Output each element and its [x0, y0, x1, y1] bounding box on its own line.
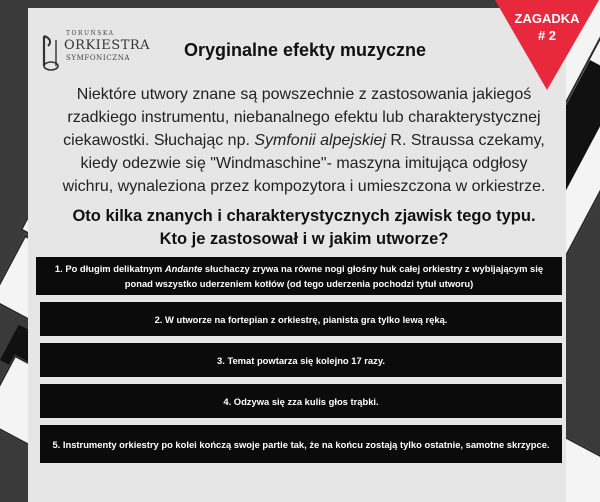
badge-line-2: # 2 — [537, 28, 557, 43]
riddle-badge-label — [495, 10, 599, 44]
question-3: 3. Temat powtarza się kolejno 17 razy. — [40, 343, 562, 377]
question-heading-line-2: Kto je zastosował i w jakim utworze? — [159, 230, 449, 248]
question-1 — [36, 257, 562, 295]
music-note-logo-icon — [38, 32, 62, 72]
badge-line-1: ZAGADKA — [514, 11, 580, 26]
logo-line-3: SYMFONICZNA — [66, 54, 131, 62]
intro-text-2: R. Straussa czekamy, kiedy odezwie się "Windmaschine"- maszyna imitująca odgłosy wichru, wynaleziona przez kompozytora i umieszczona w orkiestrze. — [62, 132, 546, 195]
question-5: 5. Instrumenty orkiestry po kolei kończą swoje partie tak, że na końcu zostają tylko ostatnie, samotne skrzypce. — [40, 425, 562, 463]
question-1-italic: Andante — [164, 263, 203, 274]
intro-italic-title: Symfonii alpejskiej — [254, 132, 386, 149]
intro-paragraph — [58, 83, 550, 198]
logo-line-2: ORKIESTRA — [64, 38, 151, 53]
page-title: Oryginalne efekty muzyczne — [183, 40, 427, 60]
logo-line-1: TORUŃSKA — [66, 30, 115, 37]
intro-text-1: Niektóre utwory znane są powszechnie z zastosowania jakiegoś rzadkiego instrumentu, niebanalnego efektu lub charakterystycznej ciekawostki. Słuchając np. — [63, 86, 541, 149]
question-heading — [58, 205, 550, 251]
orchestra-logo — [38, 30, 151, 76]
question-4: 4. Odzywa się zza kulis głos trąbki. — [40, 384, 562, 418]
question-heading-line-1: Oto kilka znanych i charakterystycznych zjawisk tego typu. — [72, 207, 536, 225]
question-1-text-a: 1. Po długim delikatnym — [54, 263, 165, 274]
question-1-text-b: słuchaczy zrywa na równe nogi głośny huk całej orkiestry z wybijającym się ponad wszystko uderzeniem kotłów (od tego uderzenia pochodzi tytuł utworu) — [124, 263, 544, 289]
question-2: 2. W utworze na fortepian z orkiestrę, pianista gra tylko lewą ręką. — [40, 302, 562, 336]
